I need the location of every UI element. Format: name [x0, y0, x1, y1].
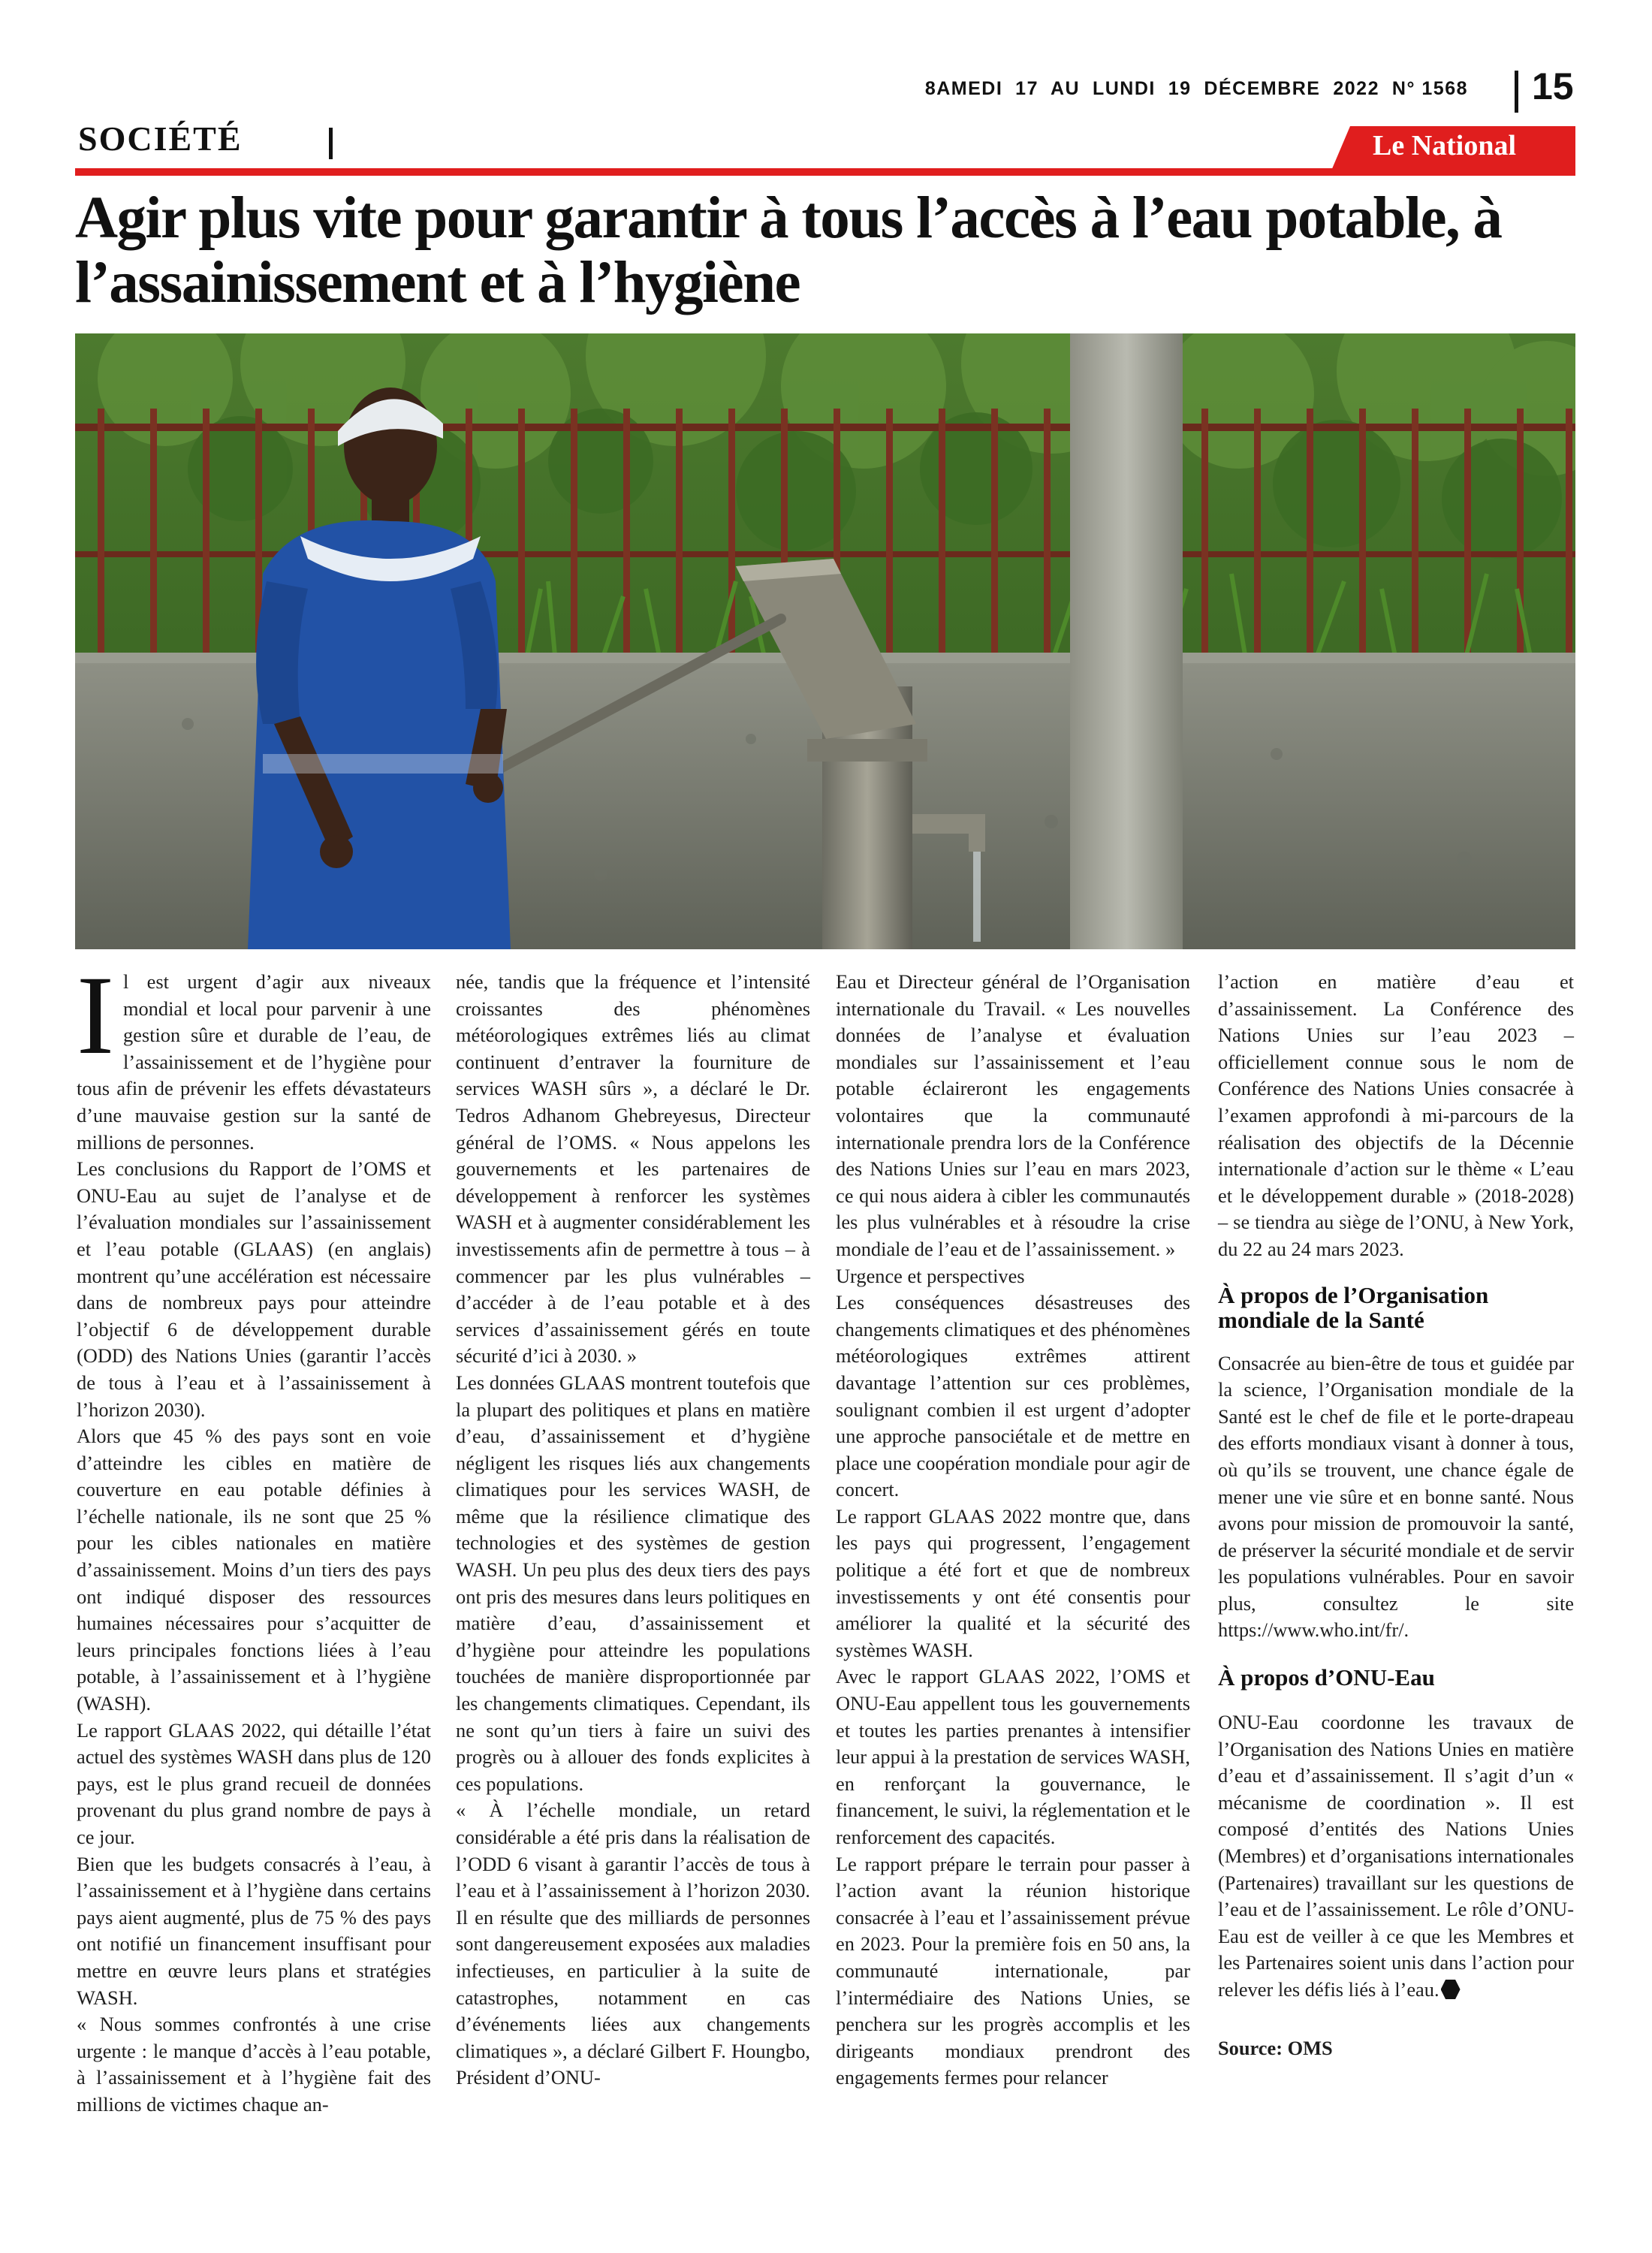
- paragraph: Les conclusions du Rapport de l’OMS et ONU-Eau au sujet de l’analyse et de l’évaluation mondiales sur l’assainissement et l’eau potable (GLAAS) (en anglais) montrent qu’une accélération est nécessaire dans de nombreux pays pour atteindre l’objectif 6 de développement durable (ODD) des Nations Unies (garantir l’accès de tous à l’eau et à l’assainissement à l’horizon 2030).: [77, 1157, 431, 1421]
- paragraph: Eau et Directeur général de l’Organisation internationale du Travail. « Les nouvelles données de l’analyse et évaluation mondiales sur l’assainissement et l’eau potable éclaireront les engagements volontaires que la communauté internationale prendra lors de la Conférence des Nations Unies sur l’eau en mars 2023, ce qui nous aidera à cibler les communautés les plus vulnérables et à résoudre la crise mondiale de l’eau et de l’assainissement. »: [836, 970, 1190, 1260]
- paragraph: l est urgent d’agir aux niveaux mondial et local pour parvenir à une gestion sûre et durable de l’eau, de l’assainissement et de l’hygiène pour tous afin de prévenir les effets dévastateurs d’une mauvaise gestion sur la santé de millions de personnes.: [77, 970, 431, 1154]
- article-column-1: [77, 953, 431, 2119]
- paragraph: Les données GLAAS montrent toutefois que la plupart des politiques et plans en matière d’eau, d’assainissement et d’hygiène négligent les risques liés aux changements climatiques pour les services WASH, de même que la résilience climatique des technologies et des systèmes de gestion WASH. Un peu plus des deux tiers des pays ont pris des mesures dans leurs politiques en matière d’eau, d’assainissement et d’hygiène pour atteindre les populations touchées de manière disproportionnée par les changements climatiques. Cependant, ils ne sont qu’un tiers à faire un suivi des progrès ou à allouer des fonds explicites à ces populations.: [456, 1371, 810, 1795]
- end-mark-icon: [1441, 1980, 1461, 1999]
- paragraph: Le rapport prépare le terrain pour passer à l’action avant la réunion historique consacrée à l’eau et l’assainissement prévue en 2023. Pour la première fois en 50 ans, la communauté internationale, par l’intermédiaire des Nations Unies, se penchera sur les progrès accomplis et les dirigeants mondiaux prendront des engagements fermes pour relancer: [836, 1852, 1190, 2089]
- intertitle: Urgence et perspectives: [836, 1264, 1025, 1287]
- paragraph: Le rapport GLAAS 2022 montre que, dans les pays qui progressent, l’engagement politique a été fort et que de nombreux investissements y ont été consentis pour améliorer la qualité et la sécurité des systèmes WASH.: [836, 1504, 1190, 1661]
- page-number: 15: [1532, 65, 1574, 107]
- paragraph: Avec le rapport GLAAS 2022, l’OMS et ONU-Eau appellent tous les gouvernements et toutes les parties prenantes à intensifier leur appui à la prestation de services WASH, en renforçant la gouvernance, le financement, le suivi, la réglementation et le renforcement des capacités.: [836, 1665, 1190, 1848]
- paragraph: « Nous sommes confrontés à une crise urgente : le manque d’accès à l’eau potable, à l’assainissement et à l’hygiène fait des millions de victimes chaque an-: [77, 2013, 431, 2116]
- box-title-onu-eau: À propos d’ONU-Eau: [1218, 1664, 1435, 1691]
- paragraph: « À l’échelle mondiale, un retard considérable a été pris dans la réalisation de l’ODD 6 visant à garantir l’accès de tous à l’eau et à l’assainissement à l’horizon 2030. Il en résulte que des milliards de personnes sont dangereusement exposées aux maladies infectieuses, en particulier à la suite de catastrophes, notamment en cas d’événements liées aux changements climatiques », a déclaré Gilbert F. Houngbo, Président d’ONU-: [456, 1799, 810, 2089]
- article-column-4: [1218, 969, 1574, 2061]
- paragraph: Les conséquences désastreuses des changements climatiques et des phénomènes météorologiques extrêmes attirent davantage l’attention sur ces problèmes, soulignant combien il est urgent d’adopter une approche pansociétale et de mettre en place une coopération mondiale pour agir de concert.: [836, 1291, 1190, 1501]
- article-headline: Agir plus vite pour garantir à tous l’accès à l’eau potable, à l’assainissement et à l’hygiène: [75, 185, 1502, 315]
- water-pump-photo: [75, 333, 1575, 949]
- paragraph: l’action en matière d’eau et d’assainissement. La Conférence des Nations Unies sur l’eau 2023 – officiellement connue sous le nom de Conférence des Nations Unies consacrée à l’examen approfondi à mi-parcours de la réalisation des objectifs de la Décennie internationale d’action sur le thème « L’eau et le développement durable » (2018-2028) – se tiendra au siège de l’ONU, à New York, du 22 au 24 mars 2023.: [1218, 970, 1574, 1260]
- paragraph: née, tandis que la fréquence et l’intensité croissantes des phénomènes météorologiques extrêmes liés au climat continuent d’entraver la fourniture de services WASH sûrs », a déclaré le Dr. Tedros Adhanom Ghebreyesus, Directeur général de l’OMS. « Nous appelons les gouvernements et les partenaires de développement à renforcer les systèmes WASH et à augmenter considérablement les investissements afin de permettre à tous – à commencer par les plus vulnérables – d’accéder à de l’eau potable et à des services d’assainissement gérés en toute sécurité d’ici à 2030. »: [456, 970, 810, 1368]
- paragraph: Le rapport GLAAS 2022, qui détaille l’état actuel des systèmes WASH dans plus de 120 pays, est le plus grand recueil de données provenant du plus grand nombre de pays à ce jour.: [77, 1718, 431, 1848]
- article-column-2: [456, 969, 810, 2092]
- brand-name: Le National: [1373, 130, 1517, 161]
- source-credit: Source: OMS: [1218, 2036, 1333, 2059]
- box-title-oms: À propos de l’Organisation mondiale de la Santé: [1218, 1281, 1489, 1333]
- dateline: 8AMEDI 17 AU LUNDI 19 DÉCEMBRE 2022 N° 1568: [924, 78, 1468, 99]
- page-number-divider: [1515, 71, 1518, 113]
- paragraph: Bien que les budgets consacrés à l’eau, à l’assainissement et à l’hygiène dans certains pays aient augmenté, plus de 75 % des pays ont notifié un financement insuffisant pour mettre en œuvre leurs plans et stratégies WASH.: [77, 1852, 431, 2009]
- box-text-oms: Consacrée au bien-être de tous et guidée par la science, l’Organisation mondiale de la Santé est le chef de file et le porte-drapeau des efforts mondiaux visant à donner à tous, où qu’ils se trouvent, une chance égale de mener une vie sûre et en bonne santé. Nous avons pour mission de promouvoir la santé, de préserver la sécurité mondiale et de servir les populations vulnérables. Pour en savoir plus, consultez le site https://www.who.int/fr/.: [1218, 1351, 1574, 1642]
- article-column-3: [836, 969, 1190, 2092]
- section-label: SOCIÉTÉ: [78, 119, 243, 158]
- article-photo: [75, 333, 1575, 949]
- section-divider: [329, 128, 333, 159]
- dropcap: I: [77, 953, 114, 1078]
- box-text-onu-eau-wrap: [1218, 1709, 1574, 2004]
- paragraph: Alors que 45 % des pays sont en voie d’atteindre les cibles en matière de couverture en eau potable définies à l’échelle nationale, ils ne sont que 25 % pour les cibles nationales en matière d’assainissement. Moins d’un tiers des pays ont indiqué disposer des ressources humaines nécessaires pour s’acquitter de leurs principales fonctions liées à l’eau potable, à l’assainissement et à l’hygiène (WASH).: [77, 1425, 431, 1715]
- box-text-onu-eau: ONU-Eau coordonne les travaux de l’Organisation des Nations Unies en matière d’eau et d’assainissement. Il s’agit d’un « mécanisme de coordination ». Il est composé d’entités des Nations Unies (Membres) et d’organisations internationales (Partenaires) travaillant sur les questions de l’eau et de l’assainissement. Le rôle d’ONU-Eau est de veiller à ce que les Membres et les Partenaires soient unis dans l’action pour relever les défis liés à l’eau.: [1218, 1711, 1574, 2001]
